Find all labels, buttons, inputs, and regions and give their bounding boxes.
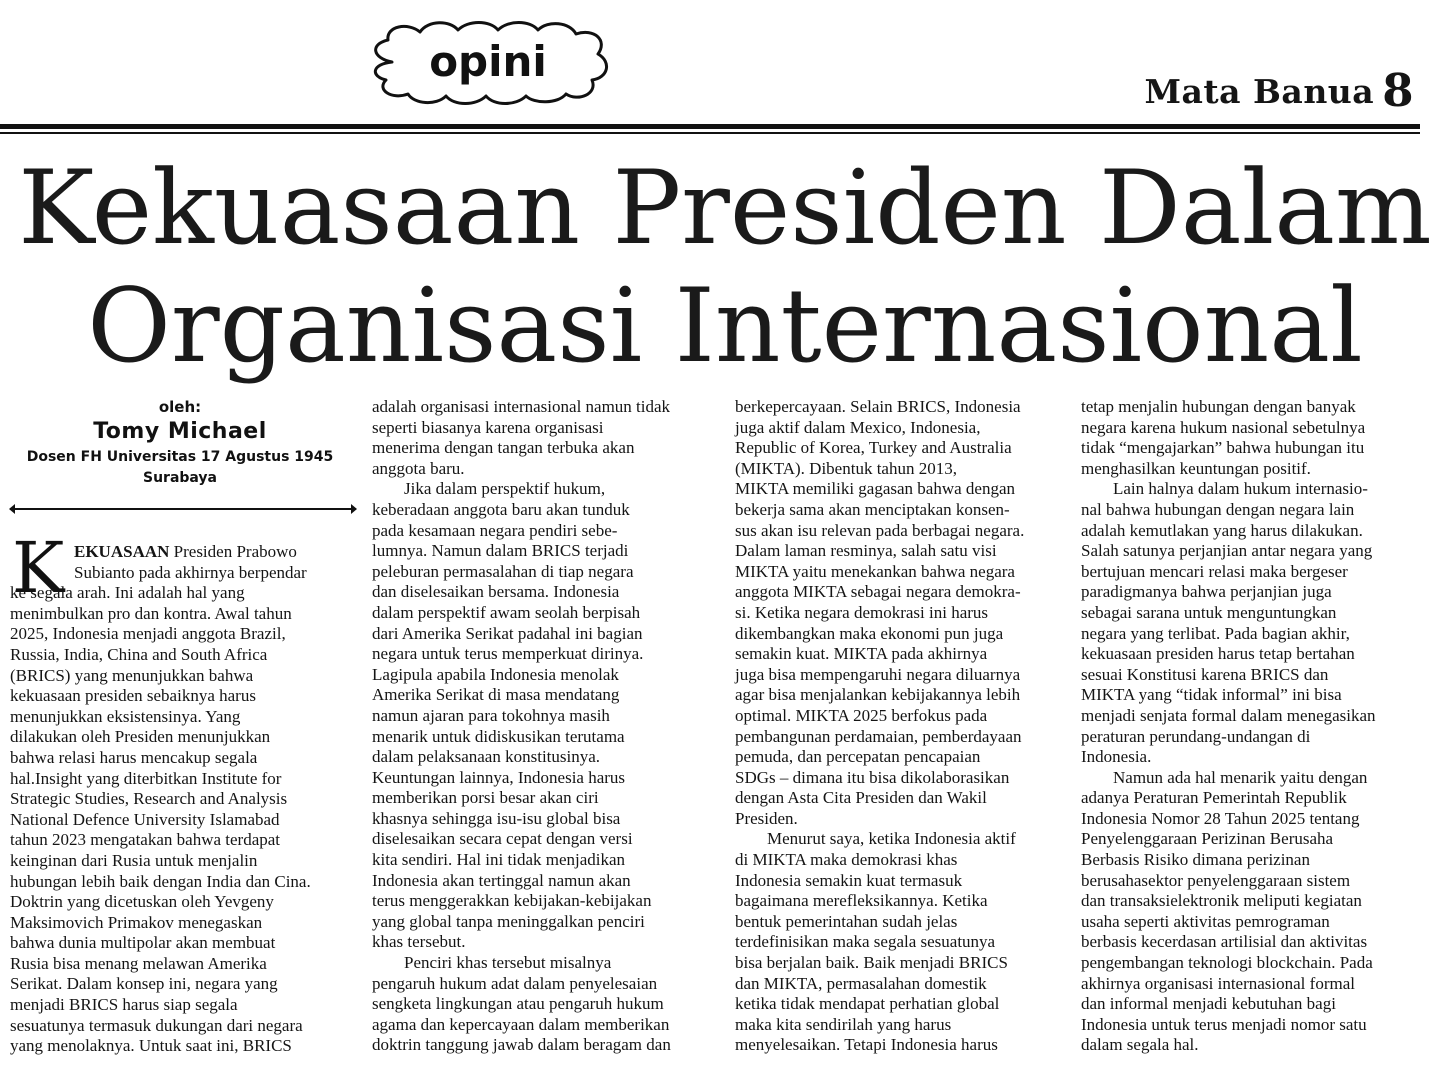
article-text-line: juga aktif dalam Mexico, Indonesia, [735,417,981,437]
lead-in-text: Presiden Prabowo [169,542,297,561]
article-text-line: adanya Peraturan Pemerintah Republik [1081,788,1347,808]
article-text-line: menerima dengan tangan terbuka akan [372,438,635,458]
headline-line-1: Kekuasaan Presiden Dalam [18,149,1432,268]
article-text-line: dalam segala hal. [1081,1035,1199,1055]
paper-name: Mata Banua [1144,72,1375,111]
article-text-line: Indonesia semakin kuat termasuk [735,870,963,890]
article-text-line: tidak “mengajarkan” bahwa hubungan itu [1081,438,1365,458]
header-rule-thick [0,124,1420,129]
article-text-line: terdefinisikan maka segala sesuatunya [735,932,996,952]
article-text-line: sesuai Konstitusi karena BRICS dan [1081,664,1329,684]
article-text-line: 2025, Indonesia menjadi anggota Brazil, [10,624,286,644]
article-text-line: MIKTA yang “tidak informal” ini bisa [1081,685,1342,705]
article-text-line: anggota baru. [372,458,465,478]
author-name: Tomy Michael [93,419,267,444]
article-column-1 [10,527,356,1057]
article-text-line: si. Ketika negara demokrasi ini harus [735,602,989,622]
article-text-line: negara yang terlibat. Pada bagian akhir, [1081,623,1350,643]
byline-divider [10,508,356,510]
article-text-line: hubungan lebih baik dengan India dan Cina. [10,871,311,891]
article-text-line: Menurut saya, ketika Indonesia aktif [767,829,1016,849]
article-text-line: agar bisa menjalankan kebijakannya lebih [735,685,1021,705]
article-text-line: berbasis kecerdasan artilisial dan aktivitas [1081,932,1368,952]
article-text-line: dan MIKTA, permasalahan domestik [735,973,987,993]
article-text-line: bagaimana merefleksikannya. Ketika [735,891,988,911]
article-text-line: negara karena hukum nasional sebetulnya [1081,417,1366,437]
byline-prefix: oleh: [158,398,202,416]
article-text-line: Dalam laman resminya, salah satu visi [735,541,997,561]
article-text-line: memberikan porsi besar akan ciri [372,788,599,808]
article-text-line: anggota MIKTA sebagai negara demokra- [735,582,1021,602]
article-text-line: ketika tidak mendapat perhatian global [735,994,1000,1014]
article-column-4 [1081,397,1421,1056]
article-text-line: doktrin tanggung jawab dalam beragam dan [372,1035,671,1055]
article-text-line: Indonesia akan tertinggal namun akan [372,870,631,890]
article-text-line: menghasilkan keuntungan positif. [1081,458,1311,478]
article-text-line: Penciri khas tersebut misalnya [404,953,612,973]
article-text-line: dari Amerika Serikat padahal ini bagian [372,623,643,643]
article-text-line: (BRICS) yang menunjukkan bahwa [10,665,254,685]
article-text-line: Namun ada hal menarik yaitu dengan [1113,767,1368,787]
article-text-line: Rusia bisa menang melawan Amerika [10,953,267,973]
article-text-line: lumnya. Namun dalam BRICS terjadi [372,541,629,561]
article-text-line: paradigmanya bahwa perjanjian juga [1081,582,1332,602]
article-text-line: dengan Asta Cita Presiden dan Wakil [735,788,987,808]
article-text-line: nal bahwa hubungan dengan negara lain [1081,499,1355,519]
article-text-line: di MIKTA maka demokrasi khas [735,850,958,870]
lead-in-caps: EKUASAAN [74,542,170,561]
article-column-2 [372,397,712,1056]
article-text-line: Lagipula apabila Indonesia menolak [372,664,619,684]
article-text-line: pada kesamaan negara pendiri sebe- [372,520,618,540]
article-text-line: Subianto pada akhirnya berpendar [74,562,307,582]
article-text-line: namun ajaran para tokohnya masih [372,705,610,725]
author-affiliation: Dosen FH Universitas 17 Agustus 1945 [26,449,334,465]
byline [10,397,350,489]
article-text-line: kita sendiri. Hal ini tidak menjadikan [372,850,626,870]
article-text-line: Indonesia Nomor 28 Tahun 2025 tentang [1081,808,1360,828]
article-text-line: diselesaikan secara cepat dengan versi [372,829,633,849]
rubric-cloud-icon [362,18,614,106]
article-text-line: pemuda, dan percepatan pencapaian [735,747,981,767]
article-text-line: khas tersebut. [372,932,466,952]
article-text-line: Berbasis Risiko dimana perizinan [1081,850,1310,870]
article-text-line: pengembangan teknologi blockchain. Pada [1081,953,1373,973]
article-text-line: bertujuan mencari relasi maka bergeser [1081,561,1348,581]
article-text-line: hal.Insight yang diterbitkan Institute for [10,768,282,788]
article-text-line: berusahasektor penyelenggaraan sistem [1081,870,1351,890]
article-text-line: Russia, India, China and South Africa [10,644,268,664]
article-text-line: menjadi senjata formal dalam menegasikan [1081,705,1376,725]
article-text-line: yang menolaknya. Untuk saat ini, BRICS [10,1036,292,1056]
article-text-line: SDGs – dimana itu bisa dikolaborasikan [735,767,1010,787]
article-text-line: Penyelenggaraan Perizinan Berusaha [1081,829,1334,849]
article-text-line: Lain halnya dalam hukum internasio- [1113,479,1368,499]
drop-cap: K [12,527,65,609]
article-text-line: akhirnya organisasi internasional formal [1081,973,1355,993]
article-text-line: adalah organisasi internasional namun tidak [372,397,671,416]
article-text-line: National Defence University Islamabad [10,809,280,829]
article-text-line: Doktrin yang dicetuskan oleh Yevgeny [10,892,274,912]
article-text-line: tetap menjalin hubungan dengan banyak [1081,397,1356,416]
header-rule-thin [0,132,1420,134]
article-text-line: semakin kuat. MIKTA pada akhirnya [735,644,988,664]
article-text-line: berkepercayaan. Selain BRICS, Indonesia [735,397,1021,416]
article-text-line: (MIKTA). Dibentuk tahun 2013, [735,458,957,478]
article-text-line: juga bisa mempengaruhi negara diluarnya [735,664,1021,684]
article-text-line: dalam perspektif awam seolah berpisah [372,602,641,622]
article-text-line: dalam pelaksanaan konstitusinya. [372,747,601,767]
article-text-line: seperti biasanya karena organisasi [372,417,604,437]
article-text-line: sengketa lingkungan atau pengaruh hukum [372,994,664,1014]
article-text-line: sus akan isu relevan pada berbagai negara. [735,520,1025,540]
article-text-line: bahwa relasi harus mencakup segala [10,747,258,767]
article-text-line: keinginan dari Rusia untuk menjalin [10,850,258,870]
section-rubric [362,18,614,106]
page-number: 8 [1382,64,1414,117]
article-text-line: Serikat. Dalam konsep ini, negara yang [10,974,278,994]
article-text-line: sesuatunya termasuk dukungan dari negara [10,1015,303,1035]
article-text-line: maka kita sendirilah yang harus [735,1014,952,1034]
article-text-line: menarik untuk didiskusikan terutama [372,726,625,746]
article-text-line: negara untuk terus memperkuat dirinya. [372,644,644,664]
article-text-line: menunjukkan eksistensinya. Yang [10,706,241,726]
article-column-3 [735,397,1075,1056]
article-text-line: kekuasaan presiden sebaiknya harus [10,686,256,706]
article-text-line: ke segala arah. Ini adalah hal yang [10,583,245,603]
article-text-line: sebagai sarana untuk menguntungkan [1081,602,1337,622]
article-text-line: Presiden. [735,808,798,828]
article-text-line: Maksimovich Primakov menegaskan [10,912,263,932]
article-text-line: menyelesaikan. Tetapi Indonesia harus [735,1035,998,1055]
article-text-line: bekerja sama akan menciptakan konsen- [735,499,1010,519]
article-text-line: usaha seperti aktivitas pemrograman [1081,911,1330,931]
headline-line-2: Organisasi Internasional [87,267,1363,386]
article-text-line: kekuasaan presiden harus tetap bertahan [1081,644,1355,664]
article-text-line: Indonesia untuk terus menjadi nomor satu [1081,1014,1367,1034]
article-text-line: khasnya sehingga isu-isu global bisa [372,808,621,828]
article-text-line: Republic of Korea, Turkey and Australia [735,438,1012,458]
article-text-line: dan diselesaikan bersama. Indonesia [372,582,620,602]
article-text-line: tahun 2023 mengatakan bahwa terdapat [10,830,281,850]
article-text-line: MIKTA memiliki gagasan bahwa dengan [735,479,1016,499]
article-text-line: Amerika Serikat di masa mendatang [372,685,620,705]
article-text-line: keberadaan anggota baru akan tunduk [372,499,630,519]
article-text-line: pengaruh hukum adat dalam penyelesaian [372,973,658,993]
article-text-line: dikembangkan maka ekonomi pun juga [735,623,1004,643]
article-text-line: bahwa dunia multipolar akan membuat [10,933,276,953]
article-text-line: Salah satunya perjanjian antar negara yang [1081,541,1373,561]
article-text-line: bentuk pemerintahan sudah jelas [735,911,958,931]
article-text-line: Jika dalam perspektif hukum, [404,479,606,499]
article-text-line: optimal. MIKTA 2025 berfokus pada [735,705,988,725]
masthead [1145,64,1414,117]
article-text-line: Strategic Studies, Research and Analysis [10,789,288,809]
article-text-line: yang global tanpa meninggalkan penciri [372,911,645,931]
article-text-line: dan informal menjadi kebutuhan bagi [1081,994,1336,1014]
article-text-line: peleburan permasalahan di tiap negara [372,561,634,581]
article-text-line: Indonesia. [1081,747,1152,767]
article-text-line: menjadi BRICS harus siap segala [10,995,238,1015]
article-text-line: MIKTA yaitu menekankan bahwa negara [735,561,1015,581]
article-text-line: menimbulkan pro dan kontra. Awal tahun [10,603,292,623]
article-text-line: dan transaksielektronik meliputi kegiatan [1081,891,1362,911]
article-text-line: peraturan perundang-undangan di [1081,726,1311,746]
article-text-line: agama dan kepercayaan dalam memberikan [372,1014,670,1034]
article-text-line: terus menggerakkan kebijakan-kebijakan [372,891,652,911]
article-text-line: bisa berjalan baik. Baik menjadi BRICS [735,953,1008,973]
article-text-line: adalah kemutlakan yang harus dilakukan. [1081,520,1363,540]
article-text-line: dilakukan oleh Presiden menunjukkan [10,727,271,747]
rubric-label: opini [429,37,547,86]
headline [0,150,1450,386]
author-affiliation-city: Surabaya [142,470,217,486]
article-text-line: Keuntungan lainnya, Indonesia harus [372,767,626,787]
article-text-line: pembangunan perdamaian, pemberdayaan [735,726,1022,746]
